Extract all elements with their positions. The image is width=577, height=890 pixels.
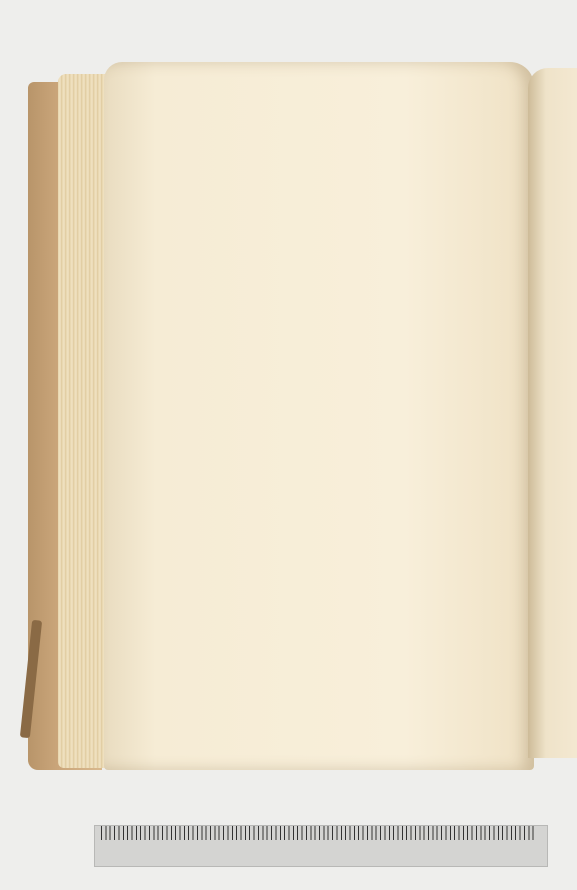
ruler-ticks (101, 826, 537, 840)
right-page-fragment (528, 68, 577, 758)
left-page (104, 62, 534, 770)
scale-ruler (94, 825, 548, 867)
